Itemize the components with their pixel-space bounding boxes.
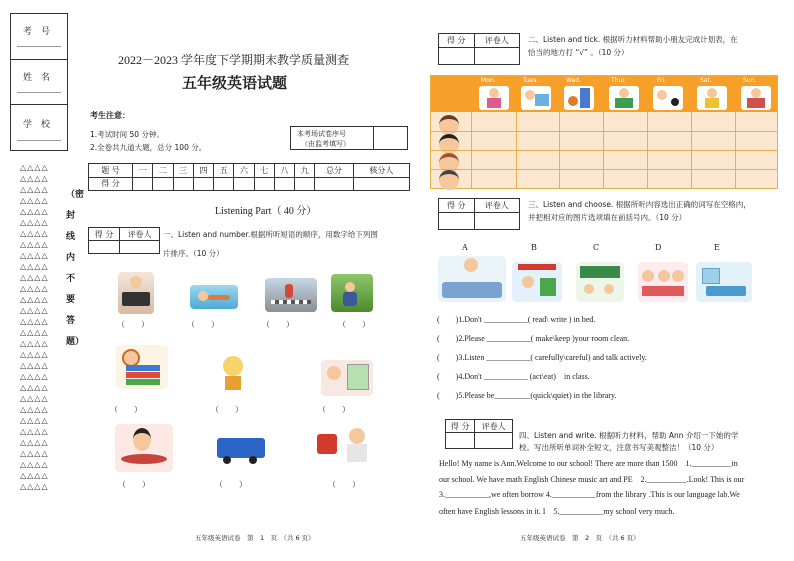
serial-input[interactable] — [373, 127, 408, 149]
score-table-header: 总分 — [315, 164, 353, 178]
score-cell[interactable] — [274, 177, 294, 191]
section-4-line-1: 四、Listen and write. 根据听力材料，帮助 Ann 介绍一下她的学 — [519, 431, 739, 440]
score-cell[interactable] — [315, 177, 353, 191]
answer-blank-8[interactable]: （ ） — [118, 480, 150, 489]
notice-heading: 考生注意： — [90, 111, 130, 120]
grader-box-2 — [438, 33, 520, 65]
section-2-line-2: 恰当的地方打 “√” 。（10 分） — [528, 48, 629, 57]
section-3-instruction — [528, 198, 788, 224]
picture-crossing-road — [265, 278, 317, 312]
picture-reading-books — [116, 345, 168, 389]
grader-score-label: 得 分 — [446, 420, 475, 433]
option-letter-b: B — [531, 243, 537, 252]
child-avatar-2 — [439, 134, 459, 154]
score-cell[interactable] — [133, 177, 153, 191]
grader-name-label: 评卷人 — [475, 420, 513, 433]
school-input-line[interactable] — [17, 140, 61, 141]
grader-score-label: 得 分 — [439, 34, 475, 48]
answer-blank-4[interactable]: （ ） — [338, 320, 370, 329]
day-thur: Thur. — [611, 77, 627, 84]
choose-sentence-4: ( )4.Don't ___________ (act\eat) in class. — [437, 372, 590, 381]
answer-blank-6[interactable]: （ ） — [211, 405, 243, 414]
seal-line-triangles: △△△△ △△△△ △△△△ △△△△ △△△△ △△△△ △△△△ △△△△ △△△△ △△△△ △△△△ △△△△ △△△△ △△△△ △△△△ △△△△ △△△△ △△△△ △△△△ △△△△ △△△△ △△△△ △△△△ △△△△ △△△△ △△△△ △△△△ △△△△ △△△△ △△△△ — [20, 163, 49, 491]
day-sat: Sat. — [700, 77, 712, 84]
option-picture-d-kids — [638, 262, 688, 302]
footer-right: 五年级英语试卷 第 2 页 （共 6 页） — [520, 534, 640, 542]
score-table-header: 核分人 — [353, 164, 409, 178]
day-tues: Tues. — [523, 77, 539, 84]
passage-line-2: our school. We have math English Chinese music art and PE 2.__________.Look! This is our — [439, 475, 745, 484]
passage-line-4: often have English lessons in it. I 5.___________my school very much. — [439, 507, 675, 516]
option-picture-a-classroom — [438, 256, 506, 302]
picture-watching-tv — [311, 422, 373, 468]
grader-box-3 — [438, 198, 520, 230]
score-cell[interactable] — [295, 177, 315, 191]
serial-number-box — [290, 126, 408, 150]
choose-sentence-2: ( )2.Please ___________( make\keep )your room clean. — [437, 334, 630, 343]
score-table — [88, 163, 410, 191]
score-cell[interactable] — [254, 177, 274, 191]
grader-score-cell[interactable] — [439, 213, 475, 230]
score-cell[interactable] — [193, 177, 213, 191]
answer-blank-2[interactable]: （ ） — [187, 320, 219, 329]
option-picture-b-reading — [512, 262, 562, 302]
section-1-instruction — [163, 228, 413, 260]
name-label: 姓 名 — [23, 73, 51, 83]
score-table-header: 九 — [295, 164, 315, 178]
activity-basketball-picture — [564, 86, 594, 110]
option-letter-e: E — [714, 243, 720, 252]
score-table-header: 七 — [254, 164, 274, 178]
child-avatar-4 — [439, 170, 459, 190]
picture-playing-piano — [118, 272, 154, 314]
grader-name-cell[interactable] — [474, 213, 519, 230]
grader-score-cell[interactable] — [89, 241, 120, 254]
activity-drawing-picture — [521, 86, 551, 110]
seal-line-text: （密 封 线 内 不 要 答 题） — [66, 190, 85, 347]
choose-sentence-5: ( )5.Please be_________(quick\quiet) in the library. — [437, 391, 617, 400]
grader-box-1 — [88, 227, 160, 254]
score-row-label: 得 分 — [89, 177, 133, 191]
plan-table — [430, 75, 778, 189]
option-letter-a: A — [462, 243, 468, 252]
activity-reading-picture — [741, 86, 771, 110]
passage-line-3: 3.___________,we often borrow 4.___________from the library .This is our language lab.We — [439, 490, 740, 499]
child-avatar-1 — [439, 115, 459, 135]
grader-name-cell[interactable] — [120, 241, 160, 254]
notice-item-2: 2.全卷共九道大题，总分 100 分。 — [90, 143, 207, 152]
day-sun: Sun. — [743, 77, 757, 84]
grader-box-4 — [445, 419, 513, 449]
activity-dancing-picture — [479, 86, 509, 110]
score-table-header: 五 — [214, 164, 234, 178]
score-table-header: 三 — [173, 164, 193, 178]
grader-name-label: 评卷人 — [474, 199, 519, 213]
score-cell[interactable] — [234, 177, 254, 191]
grader-score-label: 得 分 — [439, 199, 475, 213]
score-table-header: 六 — [234, 164, 254, 178]
grader-name-cell[interactable] — [475, 433, 513, 449]
option-picture-c-class — [576, 262, 624, 302]
grader-score-cell[interactable] — [439, 48, 475, 65]
exam-number-input-line[interactable] — [17, 46, 61, 47]
section-2-line-1: 二、Listen and tick. 根据听力材料帮助小朋友完成计划表，在 — [528, 35, 738, 44]
score-table-header: 二 — [153, 164, 173, 178]
score-table-header: 四 — [193, 164, 213, 178]
score-table-header: 题 号 — [89, 164, 133, 178]
section-3-line-2: 并把相对应的图片选项填在前括号内。（10 分） — [528, 213, 687, 222]
school-label: 学 校 — [23, 120, 51, 130]
score-cell[interactable] — [153, 177, 173, 191]
activity-playing-picture — [609, 86, 639, 110]
grader-name-label: 评卷人 — [474, 34, 519, 48]
grader-score-label: 得 分 — [89, 228, 120, 241]
answer-blank-7[interactable]: （ ） — [318, 405, 350, 414]
notice-item-1: 1.考试时间 50 分钟。 — [90, 130, 164, 139]
serial-label-1: 本考场试卷序号 — [297, 130, 346, 138]
student-info-box — [10, 13, 68, 151]
answer-blank-10[interactable]: （ ） — [328, 480, 360, 489]
section-3-line-1: 三、Listen and choose. 根据所听内容选出正确的词写在空格内， — [528, 200, 751, 209]
score-table-header: 八 — [274, 164, 294, 178]
section-4-instruction — [519, 430, 781, 454]
picture-eating — [115, 424, 173, 472]
section-4-line-2: 校。写出所听单词补全短文，注意书写美观整洁！（10 分） — [519, 443, 719, 452]
listening-part-heading: Listening Part（ 40 分） — [215, 206, 317, 217]
option-picture-e-bedroom — [696, 262, 752, 302]
choose-sentence-1: ( )1.Don't ___________( read\ write ) in bed. — [437, 315, 596, 324]
passage-line-1: Hello! My name is Ann.Welcome to our school! There are more than 1500 1.__________in — [439, 459, 738, 468]
grader-score-cell[interactable] — [446, 433, 475, 449]
option-letter-d: D — [655, 243, 662, 252]
day-mon: Mon. — [481, 77, 496, 84]
section-1-line-2: 片排序。（10 分） — [163, 249, 224, 258]
option-letter-c: C — [593, 243, 600, 252]
picture-painting — [321, 360, 373, 396]
day-wed: Wed. — [566, 77, 581, 84]
answer-blank-5[interactable]: （ ） — [110, 405, 142, 414]
day-fri: Fri. — [657, 77, 667, 84]
activity-singing-picture — [697, 86, 727, 110]
grader-name-label: 评卷人 — [120, 228, 160, 241]
score-cell[interactable] — [353, 177, 409, 191]
answer-blank-1[interactable]: （ ） — [117, 320, 149, 329]
picture-swimming — [190, 285, 238, 309]
picture-catching-butterflies — [331, 274, 373, 312]
exam-subtitle: 2022－2023 学年度下学期期末教学质量测查 — [118, 53, 350, 67]
answer-blank-3[interactable]: （ ） — [262, 320, 294, 329]
footer-left: 五年级英语试卷 第 1 页 （共 6 页） — [195, 534, 315, 542]
name-input-line[interactable] — [17, 92, 61, 93]
section-1-line-1: 一、Listen and number.根据所听短语的顺序，用数字给下列图 — [163, 230, 378, 239]
activity-football-picture — [653, 86, 683, 110]
picture-confused-child — [213, 342, 253, 392]
score-cell[interactable] — [214, 177, 234, 191]
section-2-instruction — [528, 33, 788, 59]
score-cell[interactable] — [173, 177, 193, 191]
exam-title: 五年级英语试题 — [182, 74, 288, 92]
picture-toy-train — [213, 432, 269, 466]
exam-number-label: 考 号 — [23, 27, 51, 37]
grader-name-cell[interactable] — [474, 48, 519, 65]
serial-label-2: （由监考填写） — [301, 140, 350, 148]
choose-sentence-3: ( )3.Listen ___________( carefully\careful) and talk actively. — [437, 353, 647, 362]
score-table-header: 一 — [133, 164, 153, 178]
answer-blank-9[interactable]: （ ） — [215, 480, 247, 489]
